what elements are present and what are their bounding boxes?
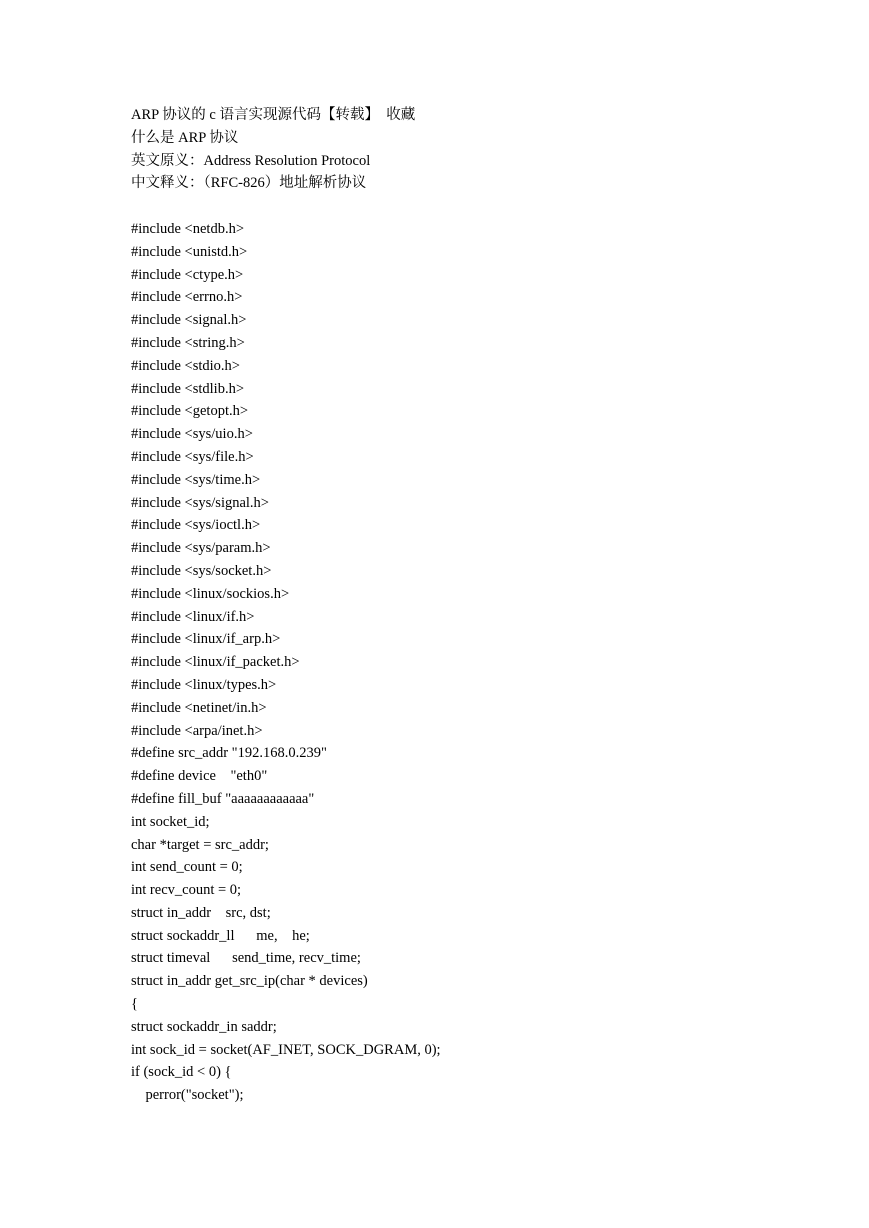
document-page — [131, 104, 831, 1107]
code-block — [131, 218, 831, 1107]
code-line: char *target = src_addr; — [131, 836, 269, 853]
code-line: #include <netdb.h> — [131, 220, 244, 237]
code-line: if (sock_id < 0) { — [131, 1064, 232, 1081]
code-line: int socket_id; — [131, 813, 210, 830]
section-question: 什么是 ARP 协议 — [131, 129, 239, 146]
code-line: struct timeval send_time, recv_time; — [131, 950, 361, 967]
code-line: #include <getopt.h> — [131, 403, 249, 420]
code-line: struct in_addr get_src_ip(char * devices) — [131, 973, 368, 990]
english-original: 英文原义：Address Resolution Protocol — [131, 152, 371, 169]
chinese-meaning: 中文释义：（RFC-826）地址解析协议 — [131, 175, 367, 192]
code-line: { — [131, 996, 138, 1013]
blank-line — [131, 195, 831, 218]
code-line: #include <signal.h> — [131, 312, 247, 329]
code-line: struct sockaddr_in saddr; — [131, 1018, 277, 1035]
code-line: #include <sys/file.h> — [131, 448, 254, 465]
code-line: #include <sys/uio.h> — [131, 426, 253, 443]
code-line: #include <linux/if.h> — [131, 608, 255, 625]
code-line: #include <sys/time.h> — [131, 471, 261, 488]
code-line: struct in_addr src, dst; — [131, 904, 271, 921]
code-line: #include <stdio.h> — [131, 357, 240, 374]
code-line: #include <stdlib.h> — [131, 380, 245, 397]
code-line: #define device "eth0" — [131, 768, 268, 785]
code-line: #include <linux/if_packet.h> — [131, 654, 300, 671]
code-line: int recv_count = 0; — [131, 882, 242, 899]
code-line: #include <linux/if_arp.h> — [131, 631, 281, 648]
code-line: #include <ctype.h> — [131, 266, 244, 283]
code-line: #include <string.h> — [131, 334, 245, 351]
document-title: ARP 协议的 c 语言实现源代码【转载】 收藏 — [131, 107, 416, 123]
code-line: #include <arpa/inet.h> — [131, 722, 263, 739]
code-line: #define fill_buf "aaaaaaaaaaaa" — [131, 790, 315, 807]
code-line: int sock_id = socket(AF_INET, SOCK_DGRAM, 0); — [131, 1041, 441, 1058]
code-line: #define src_addr "192.168.0.239" — [131, 745, 327, 762]
code-line: #include <linux/types.h> — [131, 676, 277, 693]
code-line: #include <sys/ioctl.h> — [131, 517, 261, 534]
code-line: #include <unistd.h> — [131, 243, 248, 260]
code-line: perror("socket"); — [131, 1087, 244, 1104]
code-line: #include <linux/sockios.h> — [131, 585, 290, 602]
code-line: #include <sys/socket.h> — [131, 562, 272, 579]
code-line: #include <netinet/in.h> — [131, 699, 267, 716]
code-line: int send_count = 0; — [131, 859, 243, 876]
code-line: #include <errno.h> — [131, 289, 243, 306]
code-line: struct sockaddr_ll me, he; — [131, 927, 310, 944]
code-line: #include <sys/signal.h> — [131, 494, 269, 511]
code-line: #include <sys/param.h> — [131, 540, 271, 557]
